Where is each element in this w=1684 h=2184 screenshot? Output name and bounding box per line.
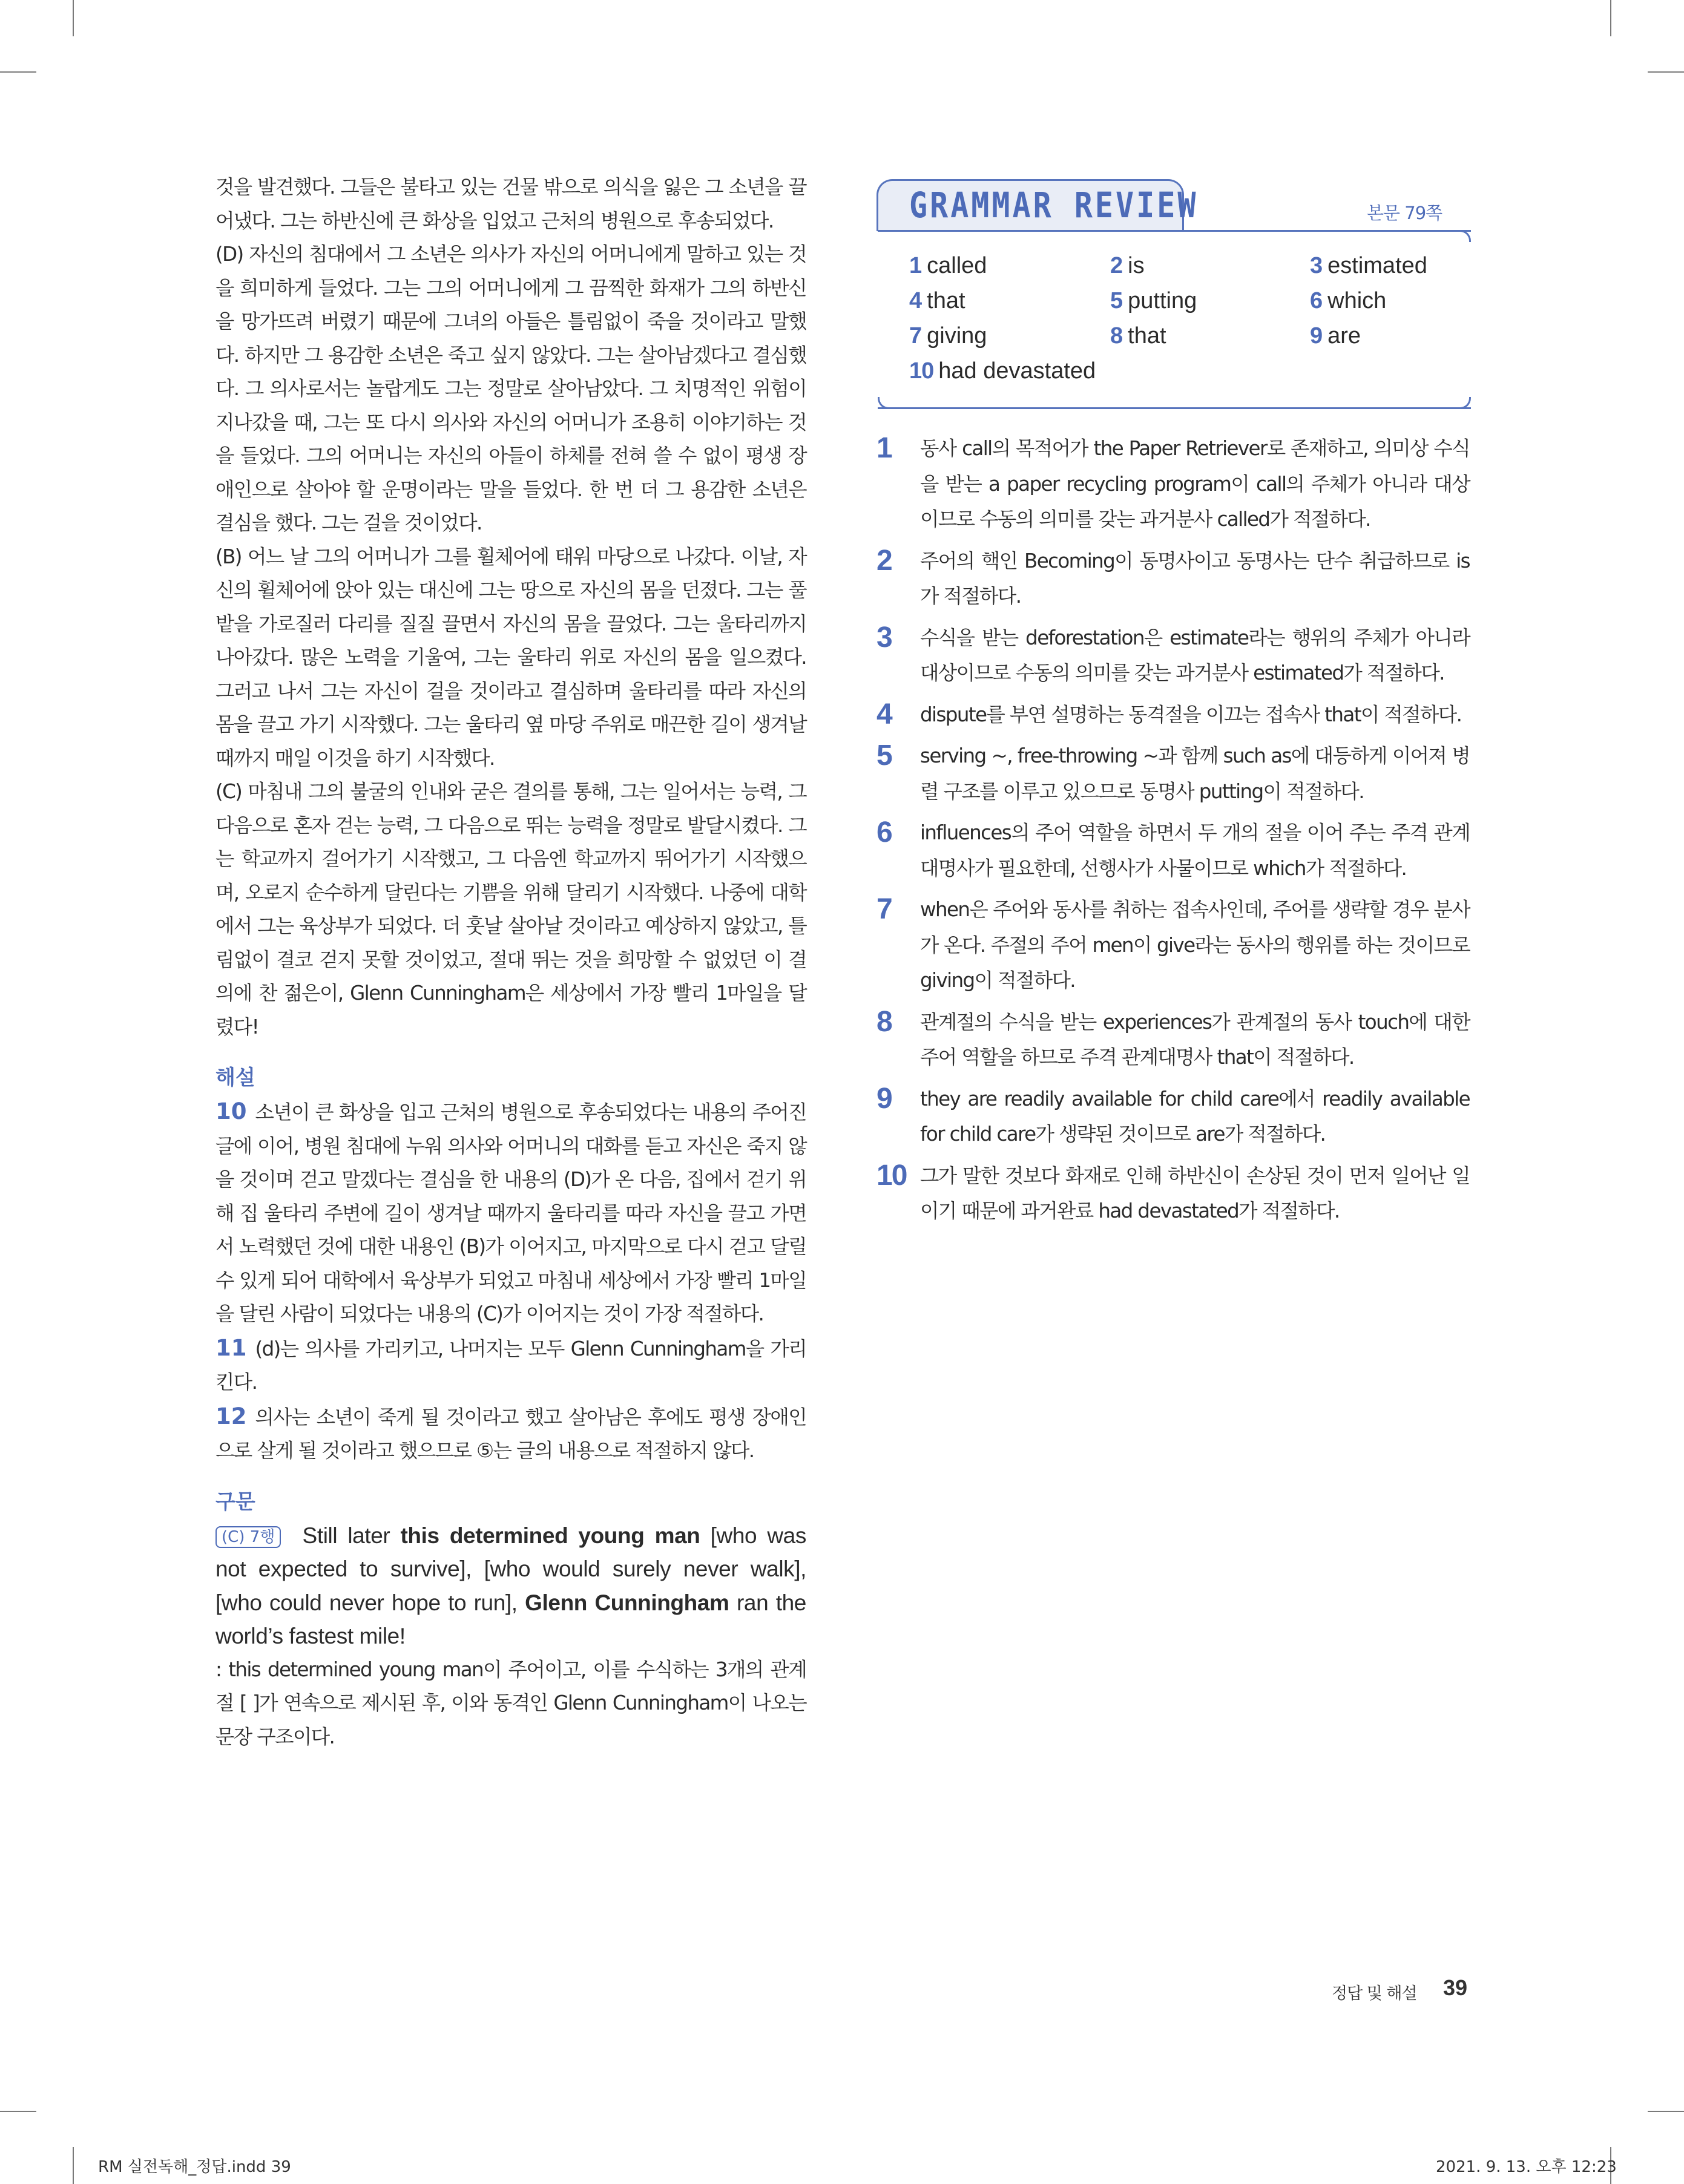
crop-mark <box>1648 71 1684 73</box>
explain-item: 10 소년이 큰 화상을 입고 근처의 병원으로 후송되었다는 내용의 주어진 글에 이어, 병원 침대에 누워 의사와 어머니의 대화를 듣고 자신은 죽지 않을 것이며 걷고 말겠다는 결심을 한 내용의 (D)가 온 다음, 집에서 걷기 위해 집 울타리 주변에 길이 생겨날 때까지 울타리를 따라 자신을 끌고 가면서 노력했던 것에 대한 내용인 (B)가 이어지고, 마지막으로 다시 걷고 달릴 수 있게 되어 대학에서 육상부가 되었고 마침내 세상에서 가장 빨리 1마일을 달린 사람이 되었다는 내용의 (C)가 이어지는 것이 가장 적절하다. <box>215 1098 806 1325</box>
crop-mark <box>1648 2111 1684 2112</box>
explain-item: 11 (d)는 의사를 가리키고, 나머지는 모두 Glenn Cunningham을 가리킨다. <box>215 1334 806 1394</box>
crop-mark <box>0 71 36 73</box>
explanation-item: 6 influences의 주어 역할을 하면서 두 개의 절을 이어 주는 주격 관계대명사가 필요한데, 선행사가 사물이므로 which가 적절하다. <box>877 816 1470 880</box>
explanation-item: 4 dispute를 부연 설명하는 동격절을 이끄는 접속사 that이 적절하다. <box>877 698 1462 730</box>
grammar-review-title: GRAMMAR REVIEW <box>909 185 1199 226</box>
story-paragraph-c: (C) 마침내 그의 불굴의 인내와 굳은 결의를 통해, 그는 일어서는 능력, 그 다음으로 혼자 걷는 능력, 그 다음으로 뛰는 능력을 정말로 발달시켰다. 그는 학교까지 걸어가기 시작했고, 그 다음엔 학교까지 뛰어가기 시작했으며, 오로지 순수하게 달린다는 기쁨을 위해 달리기 시작했다. 나중에 대학에서 그는 육상부가 되었다. 더 훗날 살아날 것이라고 예상하지 않았고, 틀림없이 결코 걷지 못할 것이었고, 절대 뛰는 것을 희망할 수 없었던 이 결의에 찬 젊은이, Glenn Cunningham은 세상에서 가장 빨리 1마일을 달렸다! <box>215 780 806 1038</box>
explanation-item: 1 동사 call의 목적어가 the Paper Retriever로 존재하고, 의미상 수식을 받는 a paper recycling program이 call의 주체가 아니라 대상이므로 수동의 의미를 갖는 과거분사 called가 적절하다. <box>877 432 1470 531</box>
explanation-item: 5 serving ~, free-throwing ~과 함께 such as에 대등하게 이어져 병렬 구조를 이루고 있으므로 동명사 putting이 적절하다. <box>877 739 1470 803</box>
story-paragraph-b: (B) 어느 날 그의 어머니가 그를 휠체어에 태워 마당으로 나갔다. 이날, 자신의 휠체어에 앉아 있는 대신에 그는 땅으로 자신의 몸을 던졌다. 그는 풀밭을 가로질러 다리를 질질 끌면서 자신의 몸을 끌었다. 그는 울타리까지 나아갔다. 많은 노력을 기울여, 그는 울타리 위로 자신의 몸을 일으켰다. 그러고 나서 그는 자신이 걸을 것이라고 결심하며 울타리를 따라 자신의 몸을 끌고 가기 시작했다. 그는 울타리 옆 마당 주위로 매끈한 길이 생겨날 때까지 매일 이것을 하기 시작했다. <box>215 545 806 770</box>
print-slug-file: RM 실전독해_정답.indd 39 <box>98 2158 291 2176</box>
heading-syntax: 구문 <box>215 1489 255 1514</box>
page-reference: 본문 79쪽 <box>1367 203 1442 223</box>
explanation-item: 10 그가 말한 것보다 화재로 인해 하반신이 손상된 것이 먼저 일어난 일이기 때문에 과거완료 had devastated가 적절하다. <box>877 1159 1470 1222</box>
answer-item: 3 estimated <box>1310 253 1427 278</box>
explanation-item: 8 관계절의 수식을 받는 experiences가 관계절의 동사 touch에 대한 주어 역할을 하므로 주격 관계대명사 that이 적절하다. <box>877 1005 1470 1069</box>
explain-item: 12 의사는 소년이 죽게 될 것이라고 했고 살아남은 후에도 평생 장애인으로 살게 될 것이라고 했으므로 ⑤는 글의 내용으로 적절하지 않다. <box>215 1403 806 1462</box>
answer-item: 4 that <box>909 288 965 313</box>
grammar-explanations <box>877 431 1470 1235</box>
answer-item: 1 called <box>909 253 987 278</box>
explanation-item: 9 they are readily available for child care에서 readily available for child care가 생략된 것이므로 are가 적절하다. <box>877 1082 1470 1146</box>
line-tag: (C) 7행 <box>215 1526 281 1548</box>
crop-mark <box>73 0 74 36</box>
print-slug-date: 2021. 9. 13. 오후 12:23 <box>1436 2158 1617 2176</box>
answer-grid <box>909 248 1454 389</box>
answer-item: 5 putting <box>1110 288 1197 313</box>
syntax-sentence: (C) 7행 Still later this determined young man [who was not expected to survive], [who would surely never walk], [who could never hope to run], Glenn Cunningham ran the world’s fastest mile! <box>215 1523 806 1648</box>
crop-mark <box>0 2111 36 2112</box>
answer-item: 6 which <box>1310 288 1387 313</box>
syntax-note: : this determined young man이 주어이고, 이를 수식하는 3개의 관계절 [ ]가 연속으로 제시된 후, 이와 동격인 Glenn Cunningham이 나오는 문장 구조이다. <box>215 1658 806 1748</box>
story-paragraph-intro: 것을 발견했다. 그들은 불타고 있는 건물 밖으로 의식을 잃은 그 소년을 끌어냈다. 그는 하반신에 큰 화상을 입었고 근처의 병원으로 후송되었다. <box>215 175 806 232</box>
answer-item: 10 had devastated <box>909 358 1096 384</box>
answer-item: 8 that <box>1110 323 1166 349</box>
page-number: 39 <box>1443 1975 1468 2000</box>
story-paragraph-d: (D) 자신의 침대에서 그 소년은 의사가 자신의 어머니에게 말하고 있는 것을 희미하게 들었다. 그는 그의 어머니에게 그 끔찍한 화재가 그의 하반신을 망가뜨려 버렸기 때문에 그녀의 아들은 틀림없이 죽을 것이라고 말했다. 하지만 그 용감한 소년은 죽고 싶지 않았다. 그는 살아남겠다고 결심했다. 그 의사로서는 놀랍게도 그는 정말로 살아남았다. 그 치명적인 위험이 지나갔을 때, 그는 또 다시 의사와 자신의 어머니가 조용히 이야기하는 것을 들었다. 그의 어머니는 자신의 아들이 하체를 전혀 쓸 수 없이 평생 장애인으로 살아야 할 운명이라는 말을 들었다. 한 번 더 그 용감한 소년은 결심을 했다. 그는 걸을 것이었다. <box>215 243 806 534</box>
explanation-item: 7 when은 주어와 동사를 취하는 접속사인데, 주어를 생략할 경우 분사가 온다. 주절의 주어 men이 give라는 동사의 행위를 하는 것이므로 giving이 적절하다. <box>877 893 1470 992</box>
explanation-item: 2 주어의 핵인 Becoming이 동명사이고 동명사는 단수 취급하므로 is가 적절하다. <box>877 544 1470 608</box>
crop-mark <box>73 2147 74 2184</box>
heading-explanation: 해설 <box>215 1066 255 1090</box>
answer-item: 2 is <box>1110 253 1145 278</box>
crop-mark <box>1610 0 1611 36</box>
explanation-item: 3 수식을 받는 deforestation은 estimate라는 행위의 주체가 아니라 대상이므로 수동의 의미를 갖는 과거분사 estimated가 적절하다. <box>877 621 1470 684</box>
answer-item: 7 giving <box>909 323 987 349</box>
answer-item: 9 are <box>1310 323 1361 349</box>
left-column <box>215 171 806 1754</box>
footer-section-label: 정답 및 해설 <box>1332 1984 1417 2003</box>
